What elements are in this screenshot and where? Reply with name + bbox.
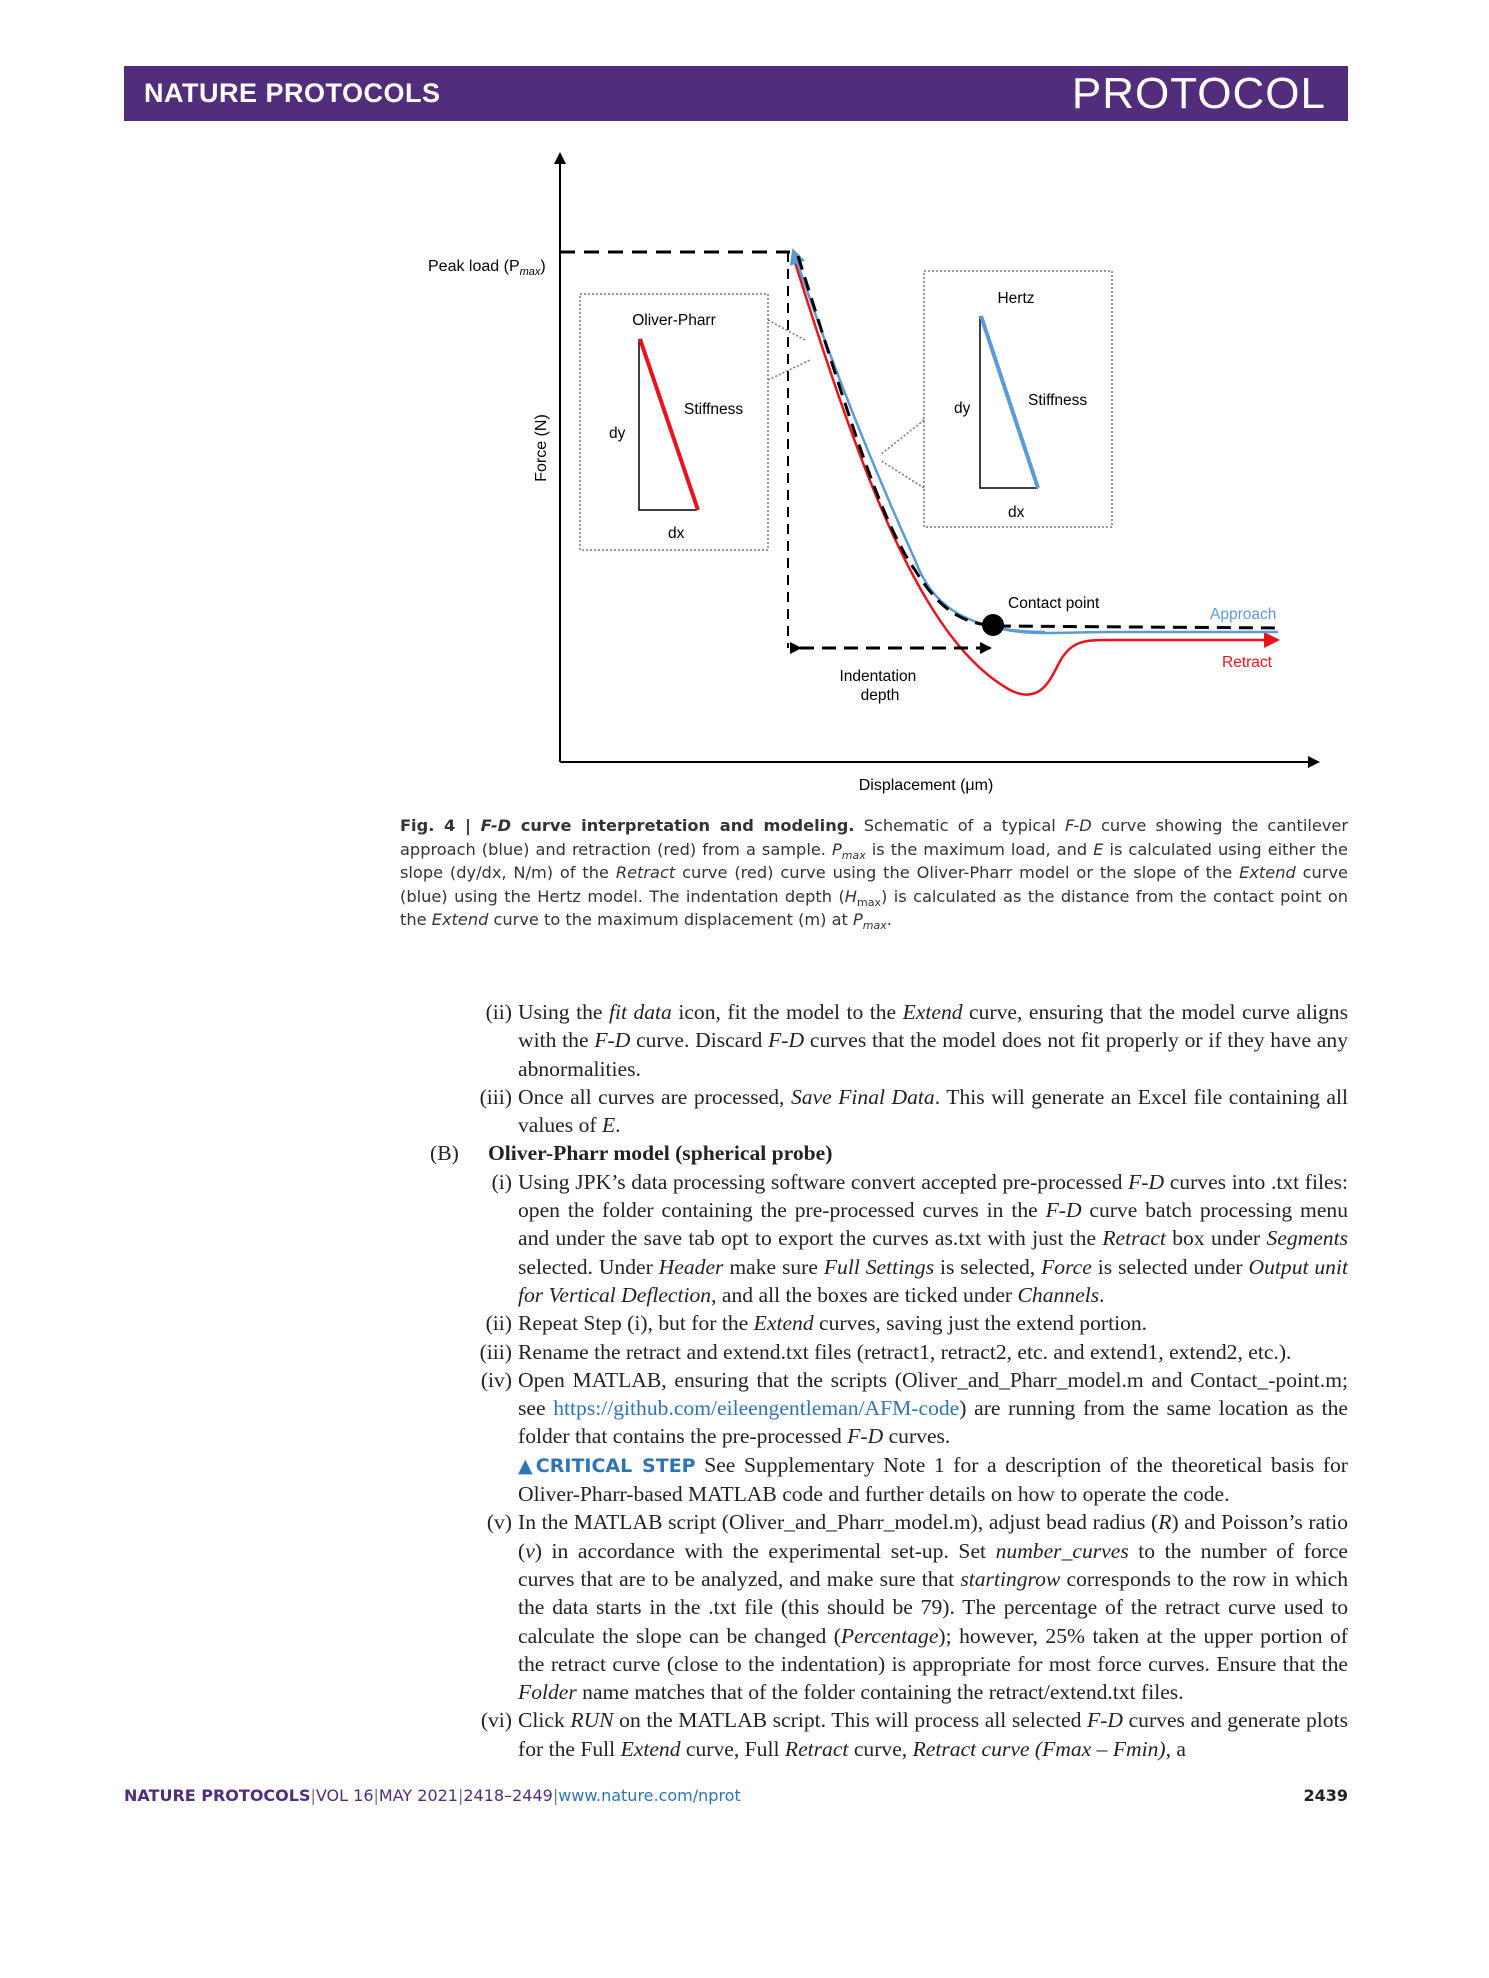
step-b-vi: (vi) Click RUN on the MATLAB script. This will process all selected F-D curves and generate plots for the Full Extend curve, Full Retract curve, Retract curve (Fmax – Fmin), a: [480, 1708, 1348, 1761]
footer-volume: VOL 16: [315, 1786, 374, 1805]
oliver-pharr-stiffness-label: Stiffness: [684, 401, 744, 418]
fd-curve-figure: [0, 0, 1489, 830]
oliver-pharr-dx-label: dx: [668, 525, 685, 542]
hertz-dy-label: dy: [954, 400, 971, 417]
protocol-steps: [430, 998, 1349, 1763]
y-axis-label: Force (N): [533, 414, 550, 482]
hertz-dx-label: dx: [1008, 504, 1025, 521]
x-axis-label: Displacement (μm): [858, 777, 994, 794]
step-b-iii: (iii) Rename the retract and extend.txt files (retract1, retract2, etc. and extend1, extend2, etc.).: [479, 1339, 1292, 1364]
peak-load-label: Peak load $(P_{max})$: [428, 258, 546, 278]
oliver-pharr-slope-line: [640, 339, 698, 510]
oliver-pharr-inset: [580, 294, 768, 550]
step-a-ii: (ii) Using the fit data icon, fit the model to the Extend curve, ensuring that the model curve aligns with the F-D curve. Discard F-D curves that the model does not fit properly or if they have any abnormalities.: [485, 1000, 1348, 1081]
step-b-ii: (ii) Repeat Step (i), but for the Extend curves, saving just the extend portion.: [485, 1311, 1148, 1336]
step-a-iii: (iii) Once all curves are processed, Save Final Data. This will generate an Excel file containing all values of E.: [479, 1084, 1348, 1138]
critical-step-label: ▲CRITICAL STEP: [518, 1454, 696, 1477]
footer-pages: 2418–2449: [463, 1786, 553, 1805]
step-b-i: (i) Using JPK’s data processing software convert accepted pre-processed F-D curves into .txt files: open the folder containing the pre-processed curves in the F-D curve batch processing menu and under the save tab opt to export the curves as.txt with just the Retract box under Segments selected. Under Header make sure Full Settings is selected, Force is selected under Output unit for Vertical Deflection, and all the boxes are ticked under Channels.: [491, 1169, 1348, 1307]
contact-point-label: Contact point: [1008, 595, 1100, 612]
section-b-heading: (B) Oliver-Pharr model (spherical probe): [430, 1141, 833, 1166]
hertz-title: Hertz: [997, 290, 1035, 307]
approach-label: Approach: [1210, 606, 1277, 623]
github-link[interactable]: https://github.com/eileengentleman/AFM-code: [553, 1396, 960, 1421]
footer-date: MAY 2021: [378, 1786, 458, 1805]
hertz-stiffness-label: Stiffness: [1028, 392, 1088, 409]
retract-label: Retract: [1222, 654, 1272, 671]
fit-dashed-curve: [798, 256, 1280, 628]
footer-journal: NATURE PROTOCOLS: [124, 1786, 311, 1805]
step-b-iv: (iv) Open MATLAB, ensuring that the scripts (Oliver_and_Pharr_model.m and Contact_-point.m; see https://github.com/eileengentleman/AFM-code) are running from the same location as the folder that contains the pre-processed F-D curves. ▲CRITICAL STEP See Supplementary Note 1 for a description of the theoretical basis for Oliver-Pharr-based MATLAB code and further details on how to operate the code.: [480, 1367, 1348, 1507]
approach-baseline: [998, 628, 1278, 633]
step-b-v: (v) In the MATLAB script (Oliver_and_Pharr_model.m), adjust bead radius (R) and Poisson’s ratio (ν) in accordance with the experimental set-up. Set number_curves to the number of force curves that are to be analyzed, and make sure that startingrow corresponds to the row in which the data starts in the .txt file (this should be 79). The percentage of the retract curve used to calculate the slope can be changed (Percentage); however, 25% taken at the upper portion of the retract curve (close to the indentation) is appropriate for most force curves. Ensure that the Folder name matches that of the folder containing the retract/extend.txt files.: [486, 1510, 1349, 1705]
article-type: PROTOCOL: [1071, 69, 1326, 118]
oliver-pharr-title: Oliver-Pharr: [632, 312, 716, 329]
journal-name: NATURE PROTOCOLS: [144, 78, 441, 108]
page-footer: NATURE PROTOCOLS|VOL 16|MAY 2021|2418–2449|www.nature.com/nprot 2439: [124, 1786, 1348, 1805]
contact-point-marker: [982, 614, 1004, 636]
oliver-pharr-dy-label: dy: [609, 425, 626, 442]
footer-url[interactable]: www.nature.com/nprot: [558, 1786, 741, 1805]
figure-caption: Fig. 4 | F-D curve interpretation and modeling. Schematic of a typical F-D curve showing the cantilever approach (blue) and retraction (red) from a sample. $P_{max}$ is the maximum load, and E is calculated using either the slope (dy/dx, N/m) of the Retract curve (red) curve using the Oliver-Pharr model or the slope of the Extend curve (blue) using the Hertz model. The indentation depth $(H_{max})$ is calculated as the distance from the contact point on the Extend curve to the maximum displacement (m) at $P_{max}$.: [400, 816, 1349, 933]
indentation-label: Indentation depth: [839, 668, 917, 704]
page-number: 2439: [1303, 1786, 1348, 1805]
